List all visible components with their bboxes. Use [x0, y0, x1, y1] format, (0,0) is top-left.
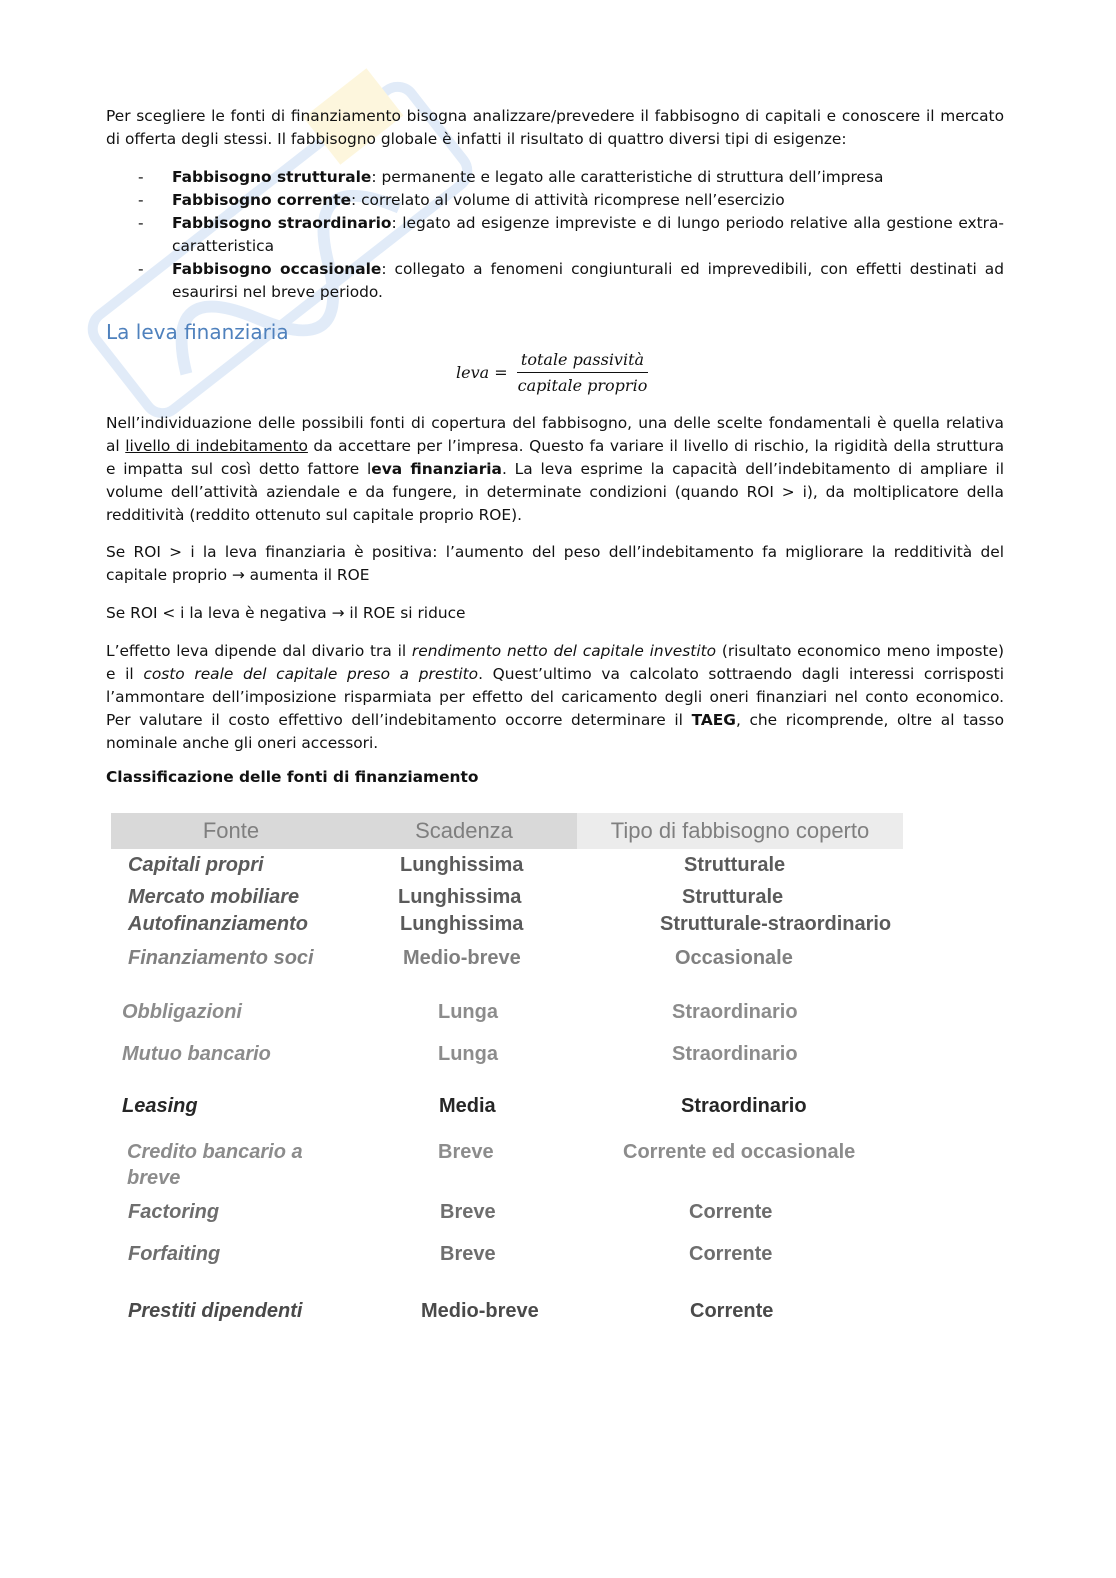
table-title: Classificazione delle fonti di finanziamento — [106, 768, 479, 786]
formula-fraction — [514, 350, 652, 395]
list-dash: - — [138, 191, 144, 209]
need-desc: : legato ad esigenze impreviste e di lungo periodo relative alla gestione extra-caratteristica — [172, 214, 1004, 255]
table-cell-scadenza: Medio-breve — [403, 947, 521, 969]
table-cell-fonte: Finanziamento soci — [128, 947, 314, 969]
leverage-formula — [456, 346, 651, 398]
needs-list — [106, 166, 1004, 304]
need-desc: : collegato a fenomeni congiunturali ed imprevedibili, con effetti destinati ad esaurirsi nel breve periodo. — [172, 260, 1005, 301]
table-cell-tipo: Straordinario — [672, 1043, 798, 1065]
list-item — [106, 189, 1004, 212]
column-header-scadenza: Scadenza — [351, 813, 577, 849]
table-cell-tipo: Corrente — [690, 1300, 774, 1322]
table-cell-scadenza: Media — [439, 1095, 496, 1117]
column-header-fonte: Fonte — [111, 813, 351, 849]
table-cell-fonte: Mercato mobiliare — [128, 886, 300, 908]
formula-numerator: totale passività — [517, 350, 648, 373]
need-desc: : correlato al volume di attività ricomprese nell’esercizio — [351, 191, 785, 209]
need-term: Fabbisogno occasionale — [172, 260, 382, 278]
taeg-term: TAEG — [691, 711, 736, 729]
table-cell-tipo: Occasionale — [675, 947, 793, 969]
need-desc: : permanente e legato alle caratteristiche di struttura dell’impresa — [371, 168, 884, 186]
leverage-effect-paragraph: L’effetto leva dipende dal divario tra il rendimento netto del capitale investito (risultato economico meno imposte) e il costo reale del capitale preso a prestito. Quest’ultimo va calcolato sottraendo dagli interessi corrisposti l’ammontare dell’imposizione risparmiata per effetto del caricamento degli oneri finanziari nel conto economico. Per valutare il costo effettivo dell’indebitamento occorre determinare il TAEG, che ricomprende, oltre al tasso nominale anche gli oneri accessori. — [106, 642, 1005, 752]
column-header-tipo: Tipo di fabbisogno coperto — [577, 813, 903, 849]
table-cell-scadenza: Lunghissima — [400, 854, 524, 876]
table-cell-tipo: Straordinario — [681, 1095, 807, 1117]
formula-lhs: leva = — [456, 362, 508, 382]
table-cell-scadenza: Lunga — [438, 1001, 498, 1023]
table-cell-tipo: Strutturale-straordinario — [660, 913, 892, 935]
section-heading: La leva finanziaria — [106, 320, 289, 344]
table-cell-fonte: Capitali propri — [128, 854, 264, 876]
table-cell-tipo: Straordinario — [672, 1001, 798, 1023]
table-cell-fonte: Factoring — [128, 1201, 220, 1223]
need-term: Fabbisogno strutturale — [172, 168, 372, 186]
table-cell-tipo: Strutturale — [682, 886, 784, 908]
table-cell-tipo: Strutturale — [684, 854, 786, 876]
list-dash: - — [138, 214, 144, 232]
table-cell-fonte: Autofinanziamento — [128, 913, 308, 935]
need-term: Fabbisogno straordinario — [172, 214, 392, 232]
table-cell-scadenza: Lunghissima — [400, 913, 524, 935]
table-cell-tipo: Corrente — [689, 1243, 773, 1265]
list-item — [106, 212, 1004, 258]
list-item — [106, 166, 1004, 189]
table-cell-tipo: Corrente — [689, 1201, 773, 1223]
table-cell-scadenza: Breve — [438, 1141, 494, 1163]
underlined-term: livello di indebitamento — [125, 437, 308, 455]
table-cell-scadenza: Medio-breve — [421, 1300, 539, 1322]
formula-denominator: capitale proprio — [517, 375, 648, 395]
list-item — [106, 258, 1004, 304]
table-cell-fonte: Prestiti dipendenti — [128, 1300, 303, 1322]
table-cell-fonte: Obbligazioni — [122, 1001, 242, 1023]
table-cell-fonte: Credito bancario a breve — [127, 1141, 303, 1189]
table-cell-scadenza: Lunga — [438, 1043, 498, 1065]
list-dash: - — [138, 168, 144, 186]
intro-paragraph: Per scegliere le fonti di finanziamento bisogna analizzare/prevedere il fabbisogno di capitali e conoscere il mercato di offerta degli stessi. Il fabbisogno globale è infatti il risultato di quattro diversi tipi di esigenze: — [106, 107, 1004, 148]
table-cell-tipo: Corrente ed occasionale — [623, 1141, 856, 1163]
table-cell-fonte: Leasing — [122, 1095, 198, 1117]
list-dash: - — [138, 260, 144, 278]
table-cell-scadenza: Lunghissima — [398, 886, 522, 908]
positive-leverage-paragraph: Se ROI > i la leva finanziaria è positiva: l’aumento del peso dell’indebitamento fa migliorare la redditività del capitale proprio → aumenta il ROE — [106, 543, 1004, 584]
negative-leverage-paragraph: Se ROI < i la leva è negativa → il ROE si riduce — [106, 604, 466, 622]
need-term: Fabbisogno corrente — [172, 191, 352, 209]
table-cell-scadenza: Breve — [440, 1201, 496, 1223]
table-cell-scadenza: Breve — [440, 1243, 496, 1265]
bold-term: eva finanziaria — [371, 460, 502, 478]
table-cell-fonte: Mutuo bancario — [122, 1043, 271, 1065]
leverage-paragraph: Nell’individuazione delle possibili fonti di copertura del fabbisogno, una delle scelte fondamentali è quella relativa al livello di indebitamento da accettare per l’impresa. Questo fa variare il livello di rischio, la rigidità della struttura e impatta sul così detto fattore leva finanziaria. La leva esprime la capacità dell’indebitamento di ampliare il volume dell’attività aziendale e da fungere, in determinate condizioni (quando ROI > i), da moltiplicatore della redditività (reddito ottenuto sul capitale proprio ROE). — [106, 414, 1005, 524]
table-cell-fonte: Forfaiting — [128, 1243, 221, 1265]
